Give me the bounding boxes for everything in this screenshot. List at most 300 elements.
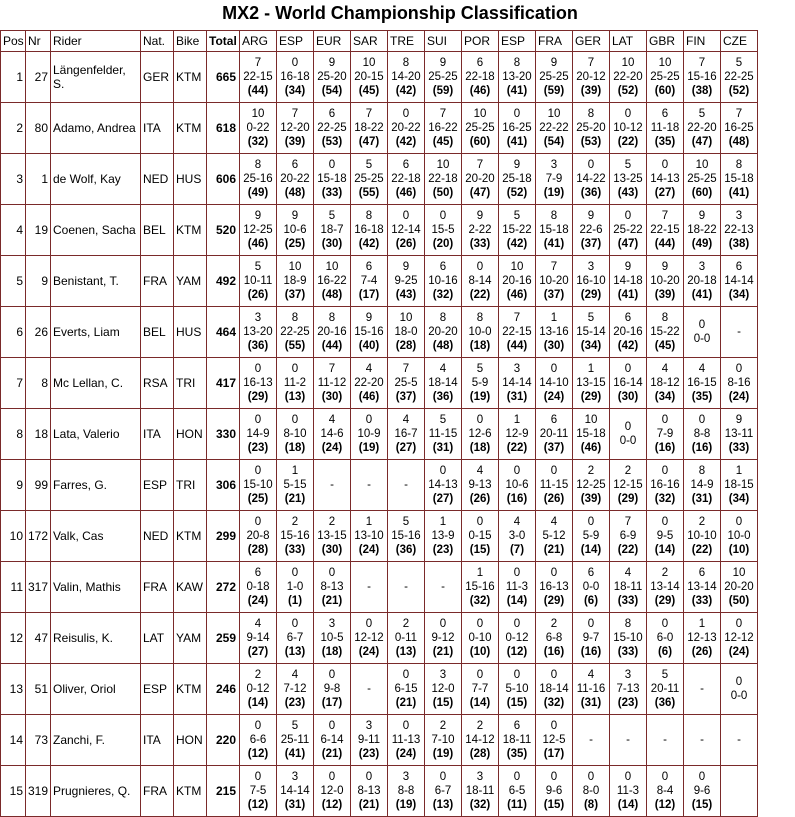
bonus-points: 0 [476,669,484,681]
heat-points: 15-18 [539,224,569,236]
bonus-points: 6 [735,261,743,273]
race-total: (20) [432,238,454,250]
race-total: (16) [506,493,528,505]
race-result-cell [277,205,314,256]
heat-points: 22-25 [724,71,754,83]
race-total: (59) [432,85,454,97]
race-result-cell [240,307,277,358]
bonus-points: 3 [365,720,373,732]
heat-points: 11-12 [317,377,347,389]
bonus-points: 6 [661,108,669,120]
race-total: (41) [506,136,528,148]
total-points-cell: 299 [207,511,240,562]
header-race: ARG [240,31,277,52]
nationality-cell: GER [141,52,174,103]
race-result-cell [573,256,610,307]
heat-points: 20-22 [391,122,421,134]
nationality-cell: BEL [141,307,174,358]
heat-points: 8-8 [693,428,711,440]
race-total: (41) [284,748,306,760]
bonus-points: 9 [328,57,336,69]
race-result-cell [462,766,499,817]
heat-points: 8-4 [656,785,674,797]
heat-points: 18-22 [354,122,384,134]
heat-points: 11-3 [616,785,640,797]
race-total: (22) [469,289,491,301]
header-race: GBR [647,31,684,52]
heat-points: 12-5 [542,734,566,746]
race-total: (32) [654,493,676,505]
bonus-points: 4 [254,618,262,630]
bonus-points: 9 [402,261,410,273]
race-total: (48) [321,289,343,301]
bonus-points: 0 [624,771,632,783]
bonus-points: 4 [365,363,373,375]
race-result-cell [610,154,647,205]
race-result-cell [462,613,499,664]
bonus-points: 10 [584,414,598,426]
bonus-points: 3 [328,618,336,630]
race-total: (31) [432,442,454,454]
race-result-cell [684,358,721,409]
race-total: (40) [358,340,380,352]
bonus-points: 4 [439,363,447,375]
bonus-points: 8 [291,312,299,324]
heat-points: 20-20 [724,581,754,593]
race-total: (6) [583,595,599,607]
heat-points: 9-6 [693,785,711,797]
race-total: (37) [543,442,565,454]
race-total: (46) [506,289,528,301]
race-result-cell [388,511,425,562]
race-result-cell [277,766,314,817]
number-cell: 9 [26,256,51,307]
race-total: (31) [691,493,713,505]
race-total: (46) [358,391,380,403]
heat-points: 12-25 [576,479,606,491]
heat-points: 8-13 [320,581,344,593]
header-race: FIN [684,31,721,52]
race-result-cell [277,715,314,766]
heat-points: 15-10 [243,479,273,491]
heat-points: 15-18 [317,173,347,185]
nationality-cell: BEL [141,205,174,256]
bonus-points: - [737,326,741,338]
race-result-cell [573,562,610,613]
race-total: (15) [432,697,454,709]
bonus-points: 0 [328,567,336,579]
race-result-cell [388,256,425,307]
heat-points: 11-3 [505,581,529,593]
nationality-cell: LAT [141,613,174,664]
race-result-cell [536,715,573,766]
race-result-cell [647,358,684,409]
position-cell: 9 [1,460,26,511]
race-result-cell [277,256,314,307]
heat-points: 9-12 [431,632,455,644]
bonus-points: 3 [698,261,706,273]
rider-name-cell: Reisulis, K. [51,613,141,664]
race-total: (23) [247,442,269,454]
race-result-cell [684,664,721,715]
heat-points: 14-12 [465,734,495,746]
race-total: (24) [247,595,269,607]
number-cell: 47 [26,613,51,664]
heat-points: 10-6 [283,224,307,236]
bonus-points: 0 [439,618,447,630]
race-total: (26) [247,289,269,301]
heat-points: 14-9 [246,428,270,440]
heat-points: 13-9 [431,530,455,542]
bonus-points: 0 [291,363,299,375]
race-result-cell [388,103,425,154]
bonus-points: 0 [513,108,521,120]
race-total: (33) [617,646,639,658]
race-result-cell [388,409,425,460]
bonus-points: 1 [439,516,447,528]
race-total: (36) [395,544,417,556]
heat-points: 12-12 [724,632,754,644]
position-cell: 6 [1,307,26,358]
bonus-points: 0 [550,567,558,579]
race-result-cell [351,52,388,103]
race-total: (6) [657,646,673,658]
race-total: (46) [395,187,417,199]
heat-points: 22-18 [428,173,458,185]
bonus-points: - [700,683,704,695]
heat-points: 22-25 [317,122,347,134]
heat-points: 18-14 [539,683,569,695]
race-total: (44) [506,340,528,352]
race-total: (43) [617,187,639,199]
race-result-cell [573,307,610,358]
race-result-cell [499,715,536,766]
heat-points: 10-9 [357,428,381,440]
heat-points: 25-25 [354,173,384,185]
bike-cell: YAM [174,613,207,664]
heat-points: 13-11 [724,428,754,440]
race-result-cell [388,562,425,613]
bonus-points: 0 [661,516,669,528]
race-total: (55) [358,187,380,199]
bonus-points: 4 [624,567,632,579]
race-result-cell [684,613,721,664]
heat-points: 6-15 [394,683,418,695]
race-result-cell [277,409,314,460]
bonus-points: 7 [439,108,447,120]
total-points-cell: 464 [207,307,240,358]
bonus-points: 0 [328,771,336,783]
race-total: (16) [580,646,602,658]
bonus-points: 3 [254,312,262,324]
heat-points: 3-0 [508,530,526,542]
race-result-cell [462,409,499,460]
race-result-cell [314,460,351,511]
race-result-cell [462,562,499,613]
table-row [1,103,758,154]
race-total: (36) [580,187,602,199]
race-result-cell [647,205,684,256]
heat-points: 5-12 [542,530,566,542]
race-total: (21) [395,697,417,709]
heat-points: 22-18 [391,173,421,185]
race-total: (49) [691,238,713,250]
heat-points: 22-15 [502,326,532,338]
total-points-cell: 520 [207,205,240,256]
race-total: (47) [691,136,713,148]
heat-points: 10-20 [650,275,680,287]
heat-points: 20-11 [539,428,569,440]
race-total: (60) [691,187,713,199]
bonus-points: 9 [254,210,262,222]
bonus-points: 7 [291,108,299,120]
bonus-points: 7 [698,57,706,69]
heat-points: 12-14 [391,224,421,236]
heat-points: 18-7 [320,224,344,236]
bonus-points: 0 [328,159,336,171]
race-result-cell [240,766,277,817]
rider-name-cell: Oliver, Oriol [51,664,141,715]
bonus-points: 2 [587,465,595,477]
heat-points: 14-20 [391,71,421,83]
race-total: (21) [432,646,454,658]
heat-points: 14-18 [613,275,643,287]
heat-points: 0-18 [246,581,270,593]
race-result-cell [573,460,610,511]
heat-points: 20-11 [650,683,680,695]
heat-points: 18-11 [502,734,532,746]
race-result-cell [536,562,573,613]
heat-points: 22-20 [687,122,717,134]
race-result-cell [314,715,351,766]
heat-points: 16-14 [613,377,643,389]
rider-name-cell: Valk, Cas [51,511,141,562]
race-total: (27) [654,187,676,199]
race-total: (19) [543,187,565,199]
bonus-points: 0 [698,771,706,783]
race-total: (15) [506,697,528,709]
heat-points: 25-22 [613,224,643,236]
bonus-points: 1 [587,363,595,375]
bonus-points: 10 [547,108,561,120]
bonus-points: 8 [735,159,743,171]
header-nat: Nat. [141,31,174,52]
race-result-cell [721,103,758,154]
bonus-points: 0 [735,618,743,630]
race-total: (37) [284,289,306,301]
bonus-points: 7 [476,159,484,171]
race-result-cell [388,154,425,205]
bonus-points: - [700,734,704,746]
race-total: (29) [580,391,602,403]
bonus-points: 4 [587,669,595,681]
race-total: (27) [395,442,417,454]
race-result-cell [647,460,684,511]
race-result-cell [536,205,573,256]
race-result-cell [721,715,758,766]
heat-points: 13-20 [502,71,532,83]
bonus-points: 0 [402,108,410,120]
race-total: (34) [284,85,306,97]
number-cell: 19 [26,205,51,256]
race-total: (13) [284,391,306,403]
bonus-points: 6 [291,159,299,171]
header-race: ESP [499,31,536,52]
bonus-points: 5 [661,669,669,681]
bonus-points: 9 [291,210,299,222]
race-total: (19) [395,799,417,811]
bonus-points: 0 [661,771,669,783]
bonus-points: 4 [550,516,558,528]
position-cell: 1 [1,52,26,103]
race-result-cell [684,766,721,817]
header-rider: Rider [51,31,141,52]
race-total: (32) [469,595,491,607]
bonus-points: 10 [695,159,709,171]
race-total: (53) [580,136,602,148]
heat-points: 15-16 [465,581,495,593]
header-bike: Bike [174,31,207,52]
race-result-cell [425,154,462,205]
race-total: (26) [395,238,417,250]
bonus-points: 0 [402,669,410,681]
heat-points: 16-18 [280,71,310,83]
race-result-cell [610,205,647,256]
race-result-cell [240,52,277,103]
race-result-cell [388,766,425,817]
race-total: (46) [469,85,491,97]
bonus-points: 9 [365,312,373,324]
heat-points: 6-5 [508,785,526,797]
race-result-cell [499,511,536,562]
race-result-cell [388,52,425,103]
race-total: (14) [469,697,491,709]
race-total: (34) [728,493,750,505]
bike-cell: HON [174,409,207,460]
race-result-cell [610,256,647,307]
race-result-cell [277,103,314,154]
race-result-cell [240,664,277,715]
race-total: (22) [617,544,639,556]
race-total: (33) [321,187,343,199]
heat-points: 16-10 [576,275,606,287]
race-result-cell [351,154,388,205]
race-total: (44) [247,85,269,97]
bonus-points: 3 [476,771,484,783]
bonus-points: 0 [439,210,447,222]
race-total: (34) [580,340,602,352]
heat-points: 0-12 [246,683,270,695]
race-result-cell [573,409,610,460]
bonus-points: 5 [365,159,373,171]
heat-points: 8-13 [357,785,381,797]
rider-name-cell: Zanchi, F. [51,715,141,766]
bonus-points: 0 [513,567,521,579]
bonus-points: 3 [587,261,595,273]
race-total: (46) [580,442,602,454]
table-row [1,511,758,562]
race-total: (28) [469,748,491,760]
bonus-points: 9 [698,210,706,222]
total-points-cell: 618 [207,103,240,154]
race-result-cell [351,460,388,511]
race-total: (34) [728,289,750,301]
heat-points: 8-8 [397,785,415,797]
race-total: (28) [247,544,269,556]
race-result-cell [314,256,351,307]
number-cell: 317 [26,562,51,613]
race-result-cell [684,460,721,511]
race-result-cell [610,103,647,154]
race-total: (1) [287,595,303,607]
bonus-points: 0 [365,618,373,630]
race-total: (54) [321,85,343,97]
bonus-points: 9 [550,57,558,69]
table-row [1,766,758,817]
race-total: (16) [654,442,676,454]
heat-points: 22-25 [280,326,310,338]
race-total: (13) [284,646,306,658]
race-total: (52) [506,187,528,199]
race-total: (7) [509,544,525,556]
race-result-cell [388,613,425,664]
heat-points: 25-11 [280,734,310,746]
header-race: ESP [277,31,314,52]
race-result-cell [388,664,425,715]
race-total: (14) [247,697,269,709]
race-result-cell [610,460,647,511]
race-total: (23) [284,697,306,709]
bonus-points: 0 [254,516,262,528]
bonus-points: 8 [587,108,595,120]
bonus-points: 0 [587,159,595,171]
rider-name-cell: Everts, Liam [51,307,141,358]
race-result-cell [647,511,684,562]
heat-points: 7-10 [431,734,455,746]
heat-points: 15-10 [613,632,643,644]
heat-points: 7-7 [471,683,489,695]
bonus-points: 4 [698,363,706,375]
race-result-cell [425,358,462,409]
race-result-cell [610,358,647,409]
bike-cell: YAM [174,256,207,307]
heat-points: 16-13 [539,581,569,593]
heat-points: 0-0 [730,690,748,702]
bonus-points: 5 [439,414,447,426]
race-result-cell [314,766,351,817]
heat-points: 9-11 [357,734,381,746]
bonus-points: 4 [402,414,410,426]
heat-points: 0-0 [693,333,711,345]
bike-cell: KTM [174,103,207,154]
bonus-points: 9 [624,261,632,273]
heat-points: 14-10 [539,377,569,389]
bonus-points: 0 [661,414,669,426]
race-result-cell [610,562,647,613]
bonus-points: 10 [436,159,450,171]
bonus-points: 2 [439,720,447,732]
race-result-cell [314,613,351,664]
race-result-cell [499,613,536,664]
heat-points: 10-5 [320,632,344,644]
race-result-cell [573,52,610,103]
bonus-points: 0 [476,414,484,426]
race-total: (26) [691,646,713,658]
race-total: (17) [543,748,565,760]
race-result-cell [240,205,277,256]
race-result-cell [277,511,314,562]
heat-points: 6-9 [619,530,637,542]
